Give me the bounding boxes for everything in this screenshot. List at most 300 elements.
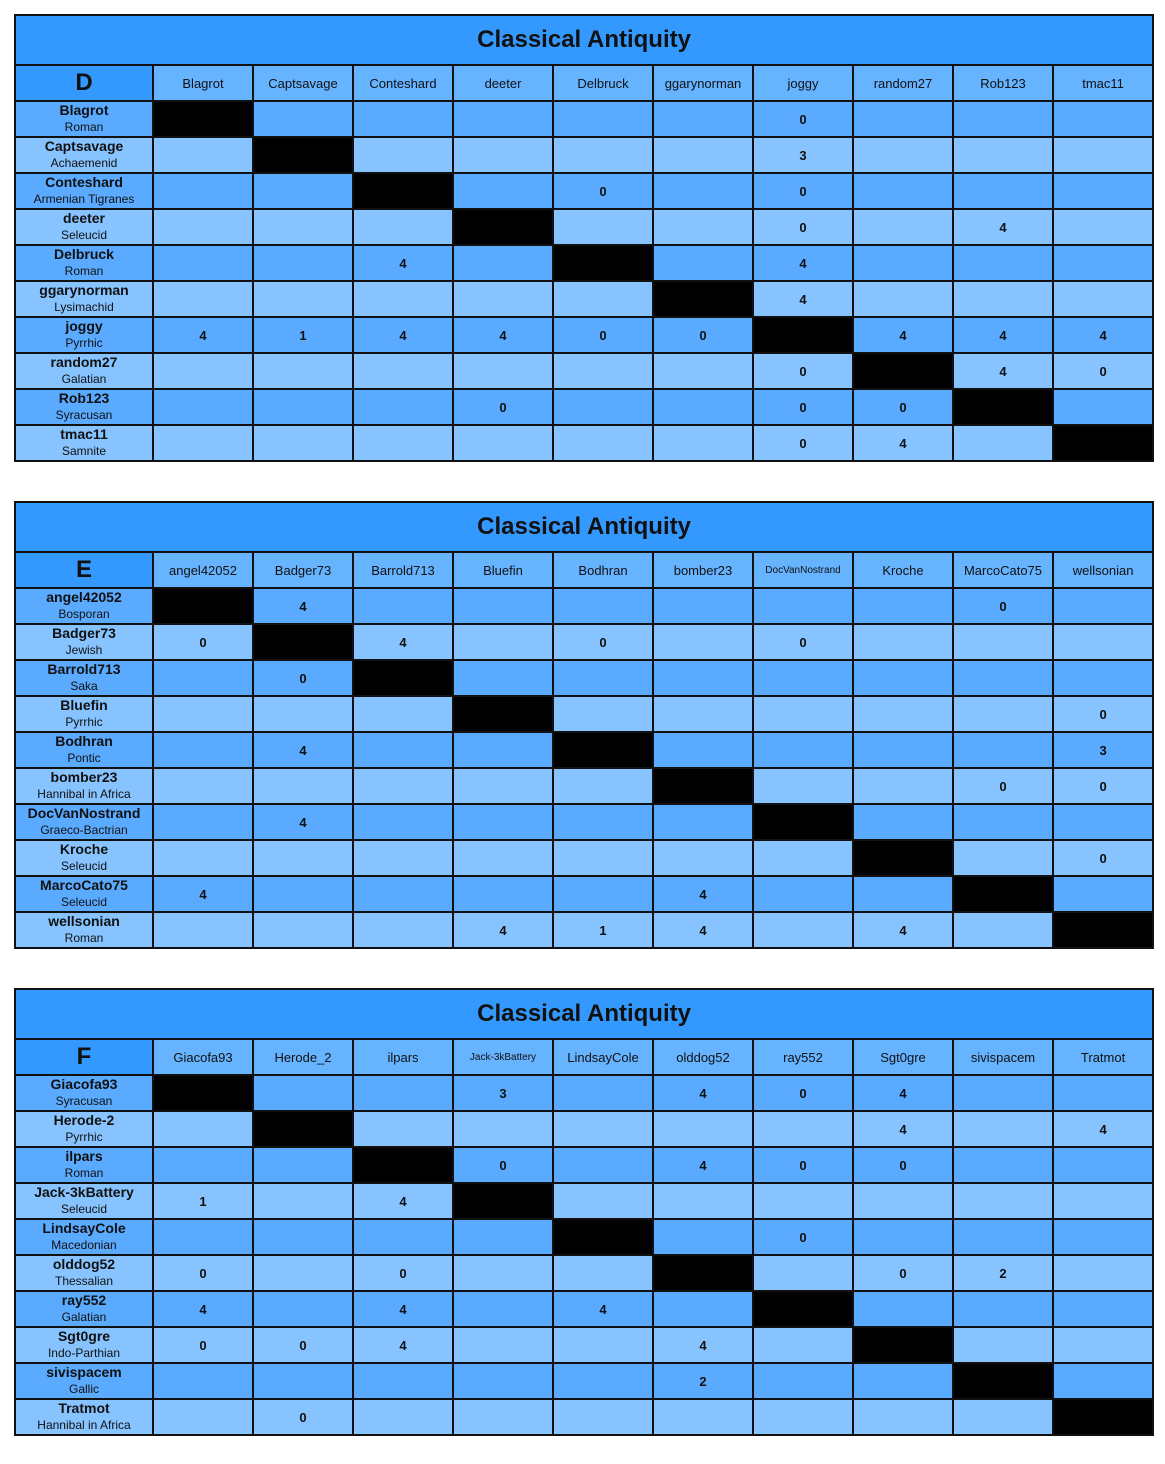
result-cell: [753, 1363, 853, 1399]
player-faction: Roman: [64, 931, 104, 945]
result-cell: 4: [353, 624, 453, 660]
row-header-player: [15, 1183, 153, 1219]
player-name: Herode-2: [53, 1112, 115, 1128]
result-cell: 4: [653, 1147, 753, 1183]
player-name: Tratmot: [58, 1400, 110, 1416]
result-cell: [353, 840, 453, 876]
player-row: [15, 245, 1153, 281]
self-match-cell: [653, 768, 753, 804]
result-cell: [353, 732, 453, 768]
result-cell: 4: [253, 804, 353, 840]
player-faction: Hannibal in Africa: [37, 1418, 131, 1432]
result-cell: [353, 912, 453, 948]
result-cell: 4: [853, 1111, 953, 1147]
result-cell: [1053, 1219, 1153, 1255]
result-cell: [853, 281, 953, 317]
result-cell: [553, 1363, 653, 1399]
player-row: [15, 1327, 1153, 1363]
result-cell: [253, 1075, 353, 1111]
result-cell: [653, 588, 753, 624]
result-cell: 4: [853, 1075, 953, 1111]
row-header-player: [15, 137, 153, 173]
player-name: LindsayCole: [42, 1220, 126, 1236]
player-row: [15, 696, 1153, 732]
self-match-cell: [853, 1327, 953, 1363]
row-header-player: [15, 281, 153, 317]
result-cell: [1053, 1147, 1153, 1183]
result-cell: [1053, 101, 1153, 137]
result-cell: [753, 588, 853, 624]
result-cell: [553, 425, 653, 461]
player-name: DocVanNostrand: [27, 805, 141, 821]
result-cell: [853, 1219, 953, 1255]
result-cell: [853, 1291, 953, 1327]
row-header-player: [15, 209, 153, 245]
player-faction: Graeco-Bactrian: [40, 823, 128, 837]
result-cell: [953, 840, 1053, 876]
result-cell: [853, 696, 953, 732]
result-cell: [753, 1111, 853, 1147]
self-match-cell: [653, 281, 753, 317]
result-cell: [453, 137, 553, 173]
result-cell: 0: [353, 1255, 453, 1291]
result-cell: 0: [853, 1255, 953, 1291]
player-row: [15, 1291, 1153, 1327]
self-match-cell: [553, 1219, 653, 1255]
row-header-player: [15, 1399, 153, 1435]
column-header-player: Sgt0gre: [853, 1039, 953, 1075]
result-cell: [953, 660, 1053, 696]
result-cell: [553, 1399, 653, 1435]
result-cell: [353, 804, 453, 840]
result-cell: [753, 768, 853, 804]
result-cell: 0: [953, 588, 1053, 624]
result-cell: 0: [753, 173, 853, 209]
results-grid: [14, 501, 1154, 949]
result-cell: 4: [253, 588, 353, 624]
player-faction: Armenian Tigranes: [33, 192, 135, 206]
group-e-table: [14, 501, 1153, 949]
self-match-cell: [553, 245, 653, 281]
result-cell: [153, 1399, 253, 1435]
group-title: Classical Antiquity: [15, 989, 1153, 1039]
result-cell: [453, 876, 553, 912]
row-header-player: [15, 245, 153, 281]
result-cell: [253, 101, 353, 137]
result-cell: 0: [753, 1075, 853, 1111]
result-cell: [553, 768, 653, 804]
self-match-cell: [1053, 425, 1153, 461]
row-header-player: [15, 876, 153, 912]
result-cell: [253, 281, 353, 317]
result-cell: [553, 1111, 653, 1147]
player-row: [15, 137, 1153, 173]
result-cell: 4: [353, 317, 453, 353]
player-faction: Seleucid: [60, 1202, 108, 1216]
result-cell: [653, 840, 753, 876]
result-cell: [353, 1219, 453, 1255]
result-cell: 2: [653, 1363, 753, 1399]
result-cell: [1053, 1363, 1153, 1399]
result-cell: 0: [1053, 840, 1153, 876]
column-header-player: Captsavage: [253, 65, 353, 101]
row-header-player: [15, 173, 153, 209]
result-cell: [953, 912, 1053, 948]
result-cell: [353, 101, 453, 137]
player-name: Barrold713: [47, 661, 121, 677]
player-name: angel42052: [46, 589, 122, 605]
player-name: Sgt0gre: [57, 1328, 111, 1344]
result-cell: [353, 696, 453, 732]
result-cell: 4: [653, 1075, 753, 1111]
result-cell: [1053, 137, 1153, 173]
result-cell: 4: [853, 912, 953, 948]
result-cell: [553, 804, 653, 840]
result-cell: 0: [653, 317, 753, 353]
result-cell: 1: [253, 317, 353, 353]
result-cell: [253, 876, 353, 912]
result-cell: [653, 1219, 753, 1255]
self-match-cell: [753, 317, 853, 353]
result-cell: [753, 912, 853, 948]
result-cell: [453, 840, 553, 876]
result-cell: 0: [253, 660, 353, 696]
result-cell: [153, 209, 253, 245]
result-cell: [253, 840, 353, 876]
result-cell: [353, 425, 453, 461]
row-header-player: [15, 1147, 153, 1183]
result-cell: [453, 1327, 553, 1363]
result-cell: 4: [253, 732, 353, 768]
result-cell: [653, 660, 753, 696]
self-match-cell: [853, 840, 953, 876]
result-cell: 3: [753, 137, 853, 173]
player-faction: Syracusan: [55, 1094, 113, 1108]
result-cell: [853, 660, 953, 696]
player-faction: Pontic: [67, 751, 101, 765]
result-cell: [553, 588, 653, 624]
result-cell: 4: [153, 317, 253, 353]
player-row: [15, 588, 1153, 624]
row-header-player: [15, 317, 153, 353]
player-row: [15, 1111, 1153, 1147]
result-cell: [453, 732, 553, 768]
player-name: Rob123: [58, 390, 110, 406]
result-cell: 4: [1053, 1111, 1153, 1147]
result-cell: [653, 624, 753, 660]
result-cell: [353, 1111, 453, 1147]
row-header-player: [15, 588, 153, 624]
result-cell: [353, 209, 453, 245]
player-faction: Galatian: [61, 372, 107, 386]
self-match-cell: [353, 660, 453, 696]
player-name: random27: [50, 354, 118, 370]
result-cell: [153, 768, 253, 804]
result-cell: [553, 840, 653, 876]
result-cell: [1053, 876, 1153, 912]
result-cell: [553, 281, 653, 317]
result-cell: [953, 1219, 1053, 1255]
player-faction: Syracusan: [55, 408, 113, 422]
column-header-player: tmac11: [1053, 65, 1153, 101]
result-cell: [253, 353, 353, 389]
player-row: [15, 209, 1153, 245]
player-name: sivispacem: [46, 1364, 122, 1380]
result-cell: [1053, 804, 1153, 840]
result-cell: [353, 389, 453, 425]
self-match-cell: [153, 101, 253, 137]
result-cell: 3: [1053, 732, 1153, 768]
group-f-table: [14, 988, 1153, 1436]
self-match-cell: [353, 1147, 453, 1183]
result-cell: [953, 1327, 1053, 1363]
player-row: [15, 768, 1153, 804]
row-header-player: [15, 353, 153, 389]
result-cell: [553, 1183, 653, 1219]
result-cell: 0: [753, 624, 853, 660]
result-cell: [453, 173, 553, 209]
result-cell: [453, 1219, 553, 1255]
player-faction: Thessalian: [54, 1274, 114, 1288]
results-grid: [14, 988, 1154, 1436]
column-header-player: Giacofa93: [153, 1039, 253, 1075]
result-cell: 0: [153, 1255, 253, 1291]
result-cell: [953, 624, 1053, 660]
result-cell: [653, 101, 753, 137]
column-header-player: random27: [853, 65, 953, 101]
result-cell: [653, 732, 753, 768]
player-name: bomber23: [50, 769, 118, 785]
column-header-player: Herode_2: [253, 1039, 353, 1075]
column-header-player: ilpars: [353, 1039, 453, 1075]
result-cell: 4: [353, 1291, 453, 1327]
result-cell: 0: [853, 1147, 953, 1183]
player-name: joggy: [65, 318, 103, 334]
result-cell: [653, 137, 753, 173]
result-cell: [253, 245, 353, 281]
result-cell: 4: [653, 1327, 753, 1363]
row-header-player: [15, 768, 153, 804]
player-faction: Samnite: [61, 444, 107, 458]
results-grid: [14, 14, 1154, 462]
result-cell: [553, 209, 653, 245]
result-cell: [153, 245, 253, 281]
result-cell: 0: [753, 101, 853, 137]
result-cell: [853, 588, 953, 624]
result-cell: [253, 768, 353, 804]
result-cell: [653, 696, 753, 732]
result-cell: [853, 768, 953, 804]
result-cell: [653, 173, 753, 209]
result-cell: [253, 389, 353, 425]
column-header-player: LindsayCole: [553, 1039, 653, 1075]
column-header-player: Jack-3kBattery: [453, 1039, 553, 1075]
column-header-player: olddog52: [653, 1039, 753, 1075]
self-match-cell: [453, 209, 553, 245]
row-header-player: [15, 840, 153, 876]
result-cell: [253, 696, 353, 732]
result-cell: 0: [453, 1147, 553, 1183]
player-row: [15, 624, 1153, 660]
result-cell: [953, 732, 1053, 768]
result-cell: [453, 1111, 553, 1147]
self-match-cell: [1053, 912, 1153, 948]
result-cell: [153, 281, 253, 317]
self-match-cell: [1053, 1399, 1153, 1435]
row-header-player: [15, 1111, 153, 1147]
result-cell: [653, 804, 753, 840]
result-cell: 0: [753, 209, 853, 245]
player-faction: Seleucid: [60, 228, 108, 242]
result-cell: 4: [353, 1183, 453, 1219]
column-header-player: Blagrot: [153, 65, 253, 101]
player-row: [15, 425, 1153, 461]
result-cell: [653, 1111, 753, 1147]
row-header-player: [15, 101, 153, 137]
column-header-player: Delbruck: [553, 65, 653, 101]
self-match-cell: [953, 1363, 1053, 1399]
self-match-cell: [253, 137, 353, 173]
player-row: [15, 1219, 1153, 1255]
group-title: Classical Antiquity: [15, 502, 1153, 552]
result-cell: 4: [453, 912, 553, 948]
player-name: Kroche: [59, 841, 109, 857]
column-header-player: Rob123: [953, 65, 1053, 101]
result-cell: [253, 912, 353, 948]
self-match-cell: [153, 588, 253, 624]
result-cell: [1053, 209, 1153, 245]
result-cell: [853, 624, 953, 660]
result-cell: [153, 425, 253, 461]
result-cell: [453, 101, 553, 137]
result-cell: 0: [153, 624, 253, 660]
result-cell: [653, 245, 753, 281]
row-header-player: [15, 660, 153, 696]
result-cell: [253, 1363, 353, 1399]
result-cell: [153, 353, 253, 389]
player-row: [15, 1363, 1153, 1399]
result-cell: [453, 1291, 553, 1327]
player-row: [15, 389, 1153, 425]
player-name: wellsonian: [48, 913, 120, 929]
column-header-player: bomber23: [653, 552, 753, 588]
player-row: [15, 804, 1153, 840]
group-letter: F: [15, 1039, 153, 1075]
result-cell: [553, 137, 653, 173]
row-header-player: [15, 1363, 153, 1399]
group-title: Classical Antiquity: [15, 15, 1153, 65]
result-cell: 0: [253, 1327, 353, 1363]
player-row: [15, 281, 1153, 317]
result-cell: 0: [553, 624, 653, 660]
self-match-cell: [553, 732, 653, 768]
result-cell: [353, 1363, 453, 1399]
row-header-player: [15, 624, 153, 660]
player-faction: Seleucid: [60, 859, 108, 873]
result-cell: 4: [353, 1327, 453, 1363]
result-cell: [453, 1363, 553, 1399]
result-cell: [1053, 173, 1153, 209]
result-cell: [553, 696, 653, 732]
player-faction: Gallic: [68, 1382, 99, 1396]
result-cell: [1053, 1255, 1153, 1291]
row-header-player: [15, 1291, 153, 1327]
result-cell: [153, 1219, 253, 1255]
result-cell: 0: [1053, 696, 1153, 732]
result-cell: [653, 1291, 753, 1327]
result-cell: 4: [153, 1291, 253, 1327]
result-cell: [753, 1327, 853, 1363]
column-header-player: deeter: [453, 65, 553, 101]
self-match-cell: [353, 173, 453, 209]
row-header-player: [15, 804, 153, 840]
column-header-player: wellsonian: [1053, 552, 1153, 588]
player-row: [15, 101, 1153, 137]
player-faction: Achaemenid: [50, 156, 118, 170]
player-name: Giacofa93: [50, 1076, 118, 1092]
player-name: ggarynorman: [39, 282, 129, 298]
row-header-player: [15, 732, 153, 768]
result-cell: [553, 101, 653, 137]
result-cell: [753, 840, 853, 876]
result-cell: [953, 1147, 1053, 1183]
result-cell: [753, 696, 853, 732]
result-cell: [753, 1183, 853, 1219]
player-row: [15, 1255, 1153, 1291]
result-cell: [553, 1147, 653, 1183]
result-cell: 0: [753, 1219, 853, 1255]
self-match-cell: [253, 1111, 353, 1147]
result-cell: [453, 588, 553, 624]
group-letter: E: [15, 552, 153, 588]
column-header-player: Barrold713: [353, 552, 453, 588]
result-cell: [1053, 1075, 1153, 1111]
player-name: Bluefin: [60, 697, 108, 713]
result-cell: [953, 101, 1053, 137]
result-cell: [653, 1399, 753, 1435]
result-cell: [953, 696, 1053, 732]
result-cell: 4: [953, 317, 1053, 353]
row-header-player: [15, 389, 153, 425]
player-name: MarcoCato75: [40, 877, 128, 893]
player-name: Blagrot: [59, 102, 109, 118]
player-row: [15, 912, 1153, 948]
player-faction: Seleucid: [60, 895, 108, 909]
result-cell: [153, 137, 253, 173]
result-cell: [353, 588, 453, 624]
result-cell: [853, 137, 953, 173]
result-cell: [1053, 1327, 1153, 1363]
result-cell: [653, 425, 753, 461]
result-cell: [453, 768, 553, 804]
player-name: olddog52: [52, 1256, 116, 1272]
result-cell: [353, 137, 453, 173]
result-cell: 4: [953, 353, 1053, 389]
player-faction: Roman: [64, 120, 104, 134]
row-header-player: [15, 425, 153, 461]
result-cell: 0: [453, 389, 553, 425]
result-cell: [753, 660, 853, 696]
result-cell: 1: [153, 1183, 253, 1219]
player-name: Captsavage: [44, 138, 124, 154]
player-name: tmac11: [60, 426, 108, 442]
result-cell: [853, 245, 953, 281]
result-cell: 4: [153, 876, 253, 912]
result-cell: [753, 732, 853, 768]
result-cell: [753, 876, 853, 912]
result-cell: [353, 768, 453, 804]
result-cell: [553, 1327, 653, 1363]
